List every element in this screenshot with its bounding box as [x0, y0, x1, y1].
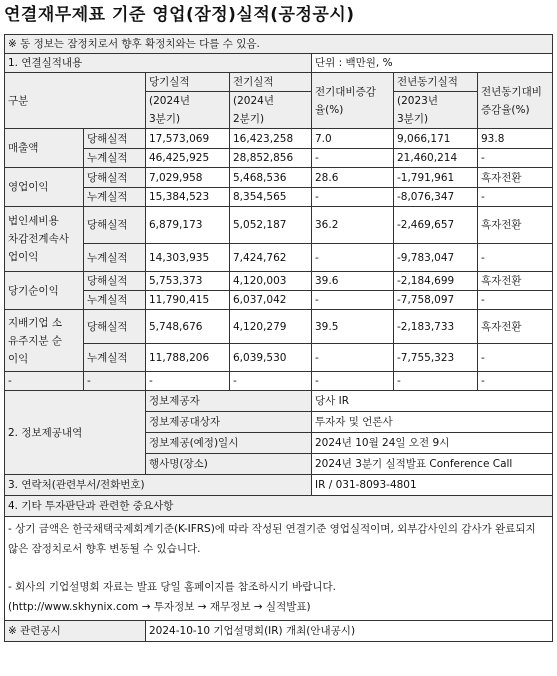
notice-row: ※ 동 정보는 잠정치로서 향후 확정치와는 다를 수 있음. [5, 35, 553, 54]
table-row [5, 372, 553, 391]
table-row [5, 244, 553, 272]
value-cell: - [312, 291, 394, 310]
header-category: 구분 [5, 73, 146, 129]
header-qoq: 전기대비증감 율(%) [312, 73, 394, 129]
value-cell: 16,423,258 [230, 129, 312, 149]
related-value: 2024-10-10 기업설명회(IR) 개최(안내공시) [146, 621, 553, 642]
empty-cell: - [312, 372, 394, 391]
value-cell: 21,460,214 [394, 149, 478, 168]
value-cell: 5,468,536 [230, 168, 312, 188]
disclosure-table [4, 34, 553, 642]
section4-note-2: - 회사의 기업설명회 자료는 발표 당일 홈페이지를 참조하시기 바랍니다. [8, 581, 336, 593]
info-key: 정보제공자 [146, 391, 312, 412]
value-cell: 5,052,187 [230, 207, 312, 244]
value-cell: - [478, 188, 553, 207]
info-key: 행사명(장소) [146, 454, 312, 475]
empty-cell: - [84, 372, 146, 391]
section4-label: 4. 기타 투자판단과 관련한 중요사항 [5, 496, 553, 517]
row-item-pretax-income: 법인세비용 차감전계속사 업이익 [5, 207, 84, 272]
header-current-period: (2024년 3분기) [146, 92, 230, 129]
value-cell: 5,748,676 [146, 310, 230, 344]
period-label: 누계실적 [84, 291, 146, 310]
value-cell: -8,076,347 [394, 188, 478, 207]
value-cell: 8,354,565 [230, 188, 312, 207]
info-value: 2024년 3분기 실적발표 Conference Call [312, 454, 553, 475]
row-item-revenue: 매출액 [5, 129, 84, 168]
table-row [5, 129, 553, 149]
period-label: 누계실적 [84, 188, 146, 207]
period-label: 당해실적 [84, 310, 146, 344]
value-cell: -1,791,961 [394, 168, 478, 188]
value-cell: 7,424,762 [230, 244, 312, 272]
value-cell: 4,120,003 [230, 272, 312, 291]
value-cell: 93.8 [478, 129, 553, 149]
period-label: 누계실적 [84, 149, 146, 168]
value-cell: 14,303,935 [146, 244, 230, 272]
value-cell: -2,469,657 [394, 207, 478, 244]
value-cell: 7,029,958 [146, 168, 230, 188]
value-cell: 흑자전환 [478, 207, 553, 244]
value-cell: -9,783,047 [394, 244, 478, 272]
value-cell: 28.6 [312, 168, 394, 188]
section1-label: 1. 연결실적내용 [5, 54, 312, 73]
info-value: 2024년 10월 24일 오전 9시 [312, 433, 553, 454]
table-row [5, 291, 553, 310]
header-yoy-base: 전년동기실적 [394, 73, 478, 92]
info-key: 정보제공(예정)일시 [146, 433, 312, 454]
related-label: ※ 관련공시 [5, 621, 146, 642]
section4-body [5, 517, 553, 621]
period-label: 누계실적 [84, 344, 146, 372]
info-value: 투자자 및 언론사 [312, 412, 553, 433]
empty-cell: - [394, 372, 478, 391]
value-cell: 39.5 [312, 310, 394, 344]
value-cell: 흑자전환 [478, 272, 553, 291]
value-cell: 7.0 [312, 129, 394, 149]
value-cell: 4,120,279 [230, 310, 312, 344]
section2-label: 2. 정보제공내역 [5, 391, 146, 475]
section3-label: 3. 연락처(관련부서/전화번호) [5, 475, 312, 496]
value-cell: - [312, 344, 394, 372]
empty-cell: - [478, 372, 553, 391]
empty-cell: - [146, 372, 230, 391]
value-cell: 9,066,171 [394, 129, 478, 149]
value-cell: -7,758,097 [394, 291, 478, 310]
value-cell: 5,753,373 [146, 272, 230, 291]
header-yoy-base-period: (2023년 3분기) [394, 92, 478, 129]
value-cell: -7,755,323 [394, 344, 478, 372]
value-cell: 6,037,042 [230, 291, 312, 310]
value-cell: 흑자전환 [478, 168, 553, 188]
period-label: 당해실적 [84, 272, 146, 291]
value-cell: 6,879,173 [146, 207, 230, 244]
table-row [5, 310, 553, 344]
value-cell: 6,039,530 [230, 344, 312, 372]
period-label: 누계실적 [84, 244, 146, 272]
section4-note-1: - 상기 금액은 한국채택국제회계기준(K-IFRS)에 따라 작성된 연결기준 영업실적이며, 외부감사인의 감사가 완료되지 않은 잠정치로서 향후 변동될 수 있습니다. [8, 523, 536, 555]
value-cell: 11,790,415 [146, 291, 230, 310]
value-cell: - [478, 244, 553, 272]
value-cell: - [478, 291, 553, 310]
row-item-operating-profit: 영업이익 [5, 168, 84, 207]
value-cell: 39.6 [312, 272, 394, 291]
unit-label: 단위 : 백만원, % [312, 54, 553, 73]
value-cell: 흑자전환 [478, 310, 553, 344]
value-cell: 17,573,069 [146, 129, 230, 149]
period-label: 당해실적 [84, 168, 146, 188]
table-row [5, 149, 553, 168]
value-cell: 36.2 [312, 207, 394, 244]
row-item-controlling-net-income: 지배기업 소 유주지분 순 이익 [5, 310, 84, 372]
info-key: 정보제공대상자 [146, 412, 312, 433]
value-cell: 15,384,523 [146, 188, 230, 207]
value-cell: 46,425,925 [146, 149, 230, 168]
table-row [5, 344, 553, 372]
table-row [5, 188, 553, 207]
value-cell: 28,852,856 [230, 149, 312, 168]
header-previous-period: (2024년 2분기) [230, 92, 312, 129]
value-cell: -2,184,699 [394, 272, 478, 291]
row-item-net-income: 당기순이익 [5, 272, 84, 310]
empty-cell: - [230, 372, 312, 391]
header-current: 당기실적 [146, 73, 230, 92]
value-cell: 11,788,206 [146, 344, 230, 372]
value-cell: - [312, 188, 394, 207]
page-title: 연결재무제표 기준 영업(잠정)실적(공정공시) [4, 5, 355, 25]
value-cell: - [312, 149, 394, 168]
header-yoy: 전년동기대비 증감율(%) [478, 73, 553, 129]
header-previous: 전기실적 [230, 73, 312, 92]
value-cell: - [478, 344, 553, 372]
value-cell: -2,183,733 [394, 310, 478, 344]
table-row [5, 207, 553, 244]
table-row [5, 272, 553, 291]
empty-cell: - [5, 372, 84, 391]
info-value: 당사 IR [312, 391, 553, 412]
contact-value: IR / 031-8093-4801 [312, 475, 553, 496]
value-cell: - [312, 244, 394, 272]
section4-note-3: (http://www.skhynix.com → 투자정보 → 재무정보 → 실적발표) [8, 601, 311, 613]
period-label: 당해실적 [84, 207, 146, 244]
value-cell: - [478, 149, 553, 168]
table-row [5, 168, 553, 188]
period-label: 당해실적 [84, 129, 146, 149]
